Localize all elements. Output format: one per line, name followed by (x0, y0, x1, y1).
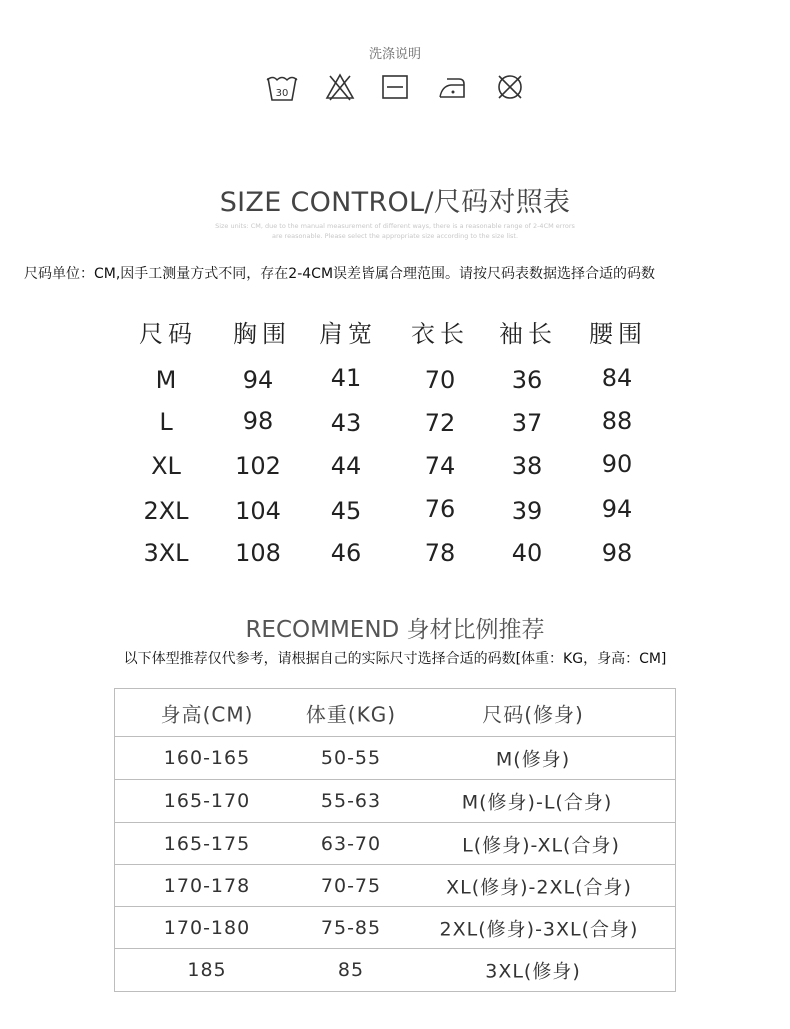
header-size: 尺码(修身) (482, 702, 584, 726)
header-height: 身高(CM) (160, 702, 254, 726)
weight-cell: 50-55 (320, 747, 382, 769)
height-cell: 170-180 (163, 916, 251, 939)
size-cell: 94 (242, 366, 274, 394)
recommend-table (114, 688, 676, 992)
size-cell: 102 (235, 452, 281, 480)
size-cell: 104 (235, 497, 281, 525)
size-fit-cell: XL(修身)-2XL(合身) (446, 876, 632, 898)
size-unit-note: 尺码单位：CM,因手工测量方式不同，存在2-4CM误差皆属合理范围。请按尺码表数据选择合适的码数 (24, 266, 656, 282)
height-cell: 165-170 (163, 790, 251, 812)
table-row (115, 823, 675, 865)
size-cell: 90 (601, 450, 633, 478)
size-cell: 36 (511, 366, 543, 394)
size-cell: 38 (511, 452, 543, 480)
size-cell: XL (151, 452, 181, 480)
size-cell: M (155, 366, 177, 394)
recommend-title: RECOMMEND 身材比例推荐 (245, 617, 545, 643)
size-cell: 88 (601, 407, 633, 435)
size-cell: 98 (601, 539, 633, 567)
wash-30-icon (265, 72, 299, 104)
no-bleach-icon (325, 72, 355, 102)
table-header-row (115, 689, 675, 737)
weight-cell: 75-85 (320, 916, 382, 939)
height-cell: 170-178 (163, 874, 251, 897)
size-header-chest: 胸围 (233, 320, 291, 348)
weight-cell: 70-75 (320, 874, 382, 897)
header-weight: 体重(KG) (305, 702, 397, 726)
size-subtitle-line-1: Size units: CM, due to the manual measurement of different ways, there is a reasonable range of 2-4CM errors (215, 222, 575, 230)
table-row (115, 949, 675, 991)
table-row (115, 780, 675, 823)
table-row (115, 907, 675, 949)
iron-low-icon (437, 72, 467, 102)
size-cell: 46 (330, 539, 362, 567)
dry-flat-icon (381, 72, 409, 102)
size-cell: 41 (330, 364, 362, 392)
height-cell: 185 (187, 959, 227, 981)
size-cell: 78 (424, 539, 456, 567)
size-header-waist: 腰围 (589, 320, 647, 348)
size-cell: 98 (242, 407, 274, 435)
size-cell: 108 (235, 539, 281, 567)
size-fit-cell: 3XL(修身) (485, 960, 581, 983)
size-cell: 3XL (143, 539, 189, 567)
size-fit-cell: 2XL(修身)-3XL(合身) (439, 918, 639, 940)
size-cell: 44 (330, 452, 362, 480)
size-header-shoulder: 肩宽 (319, 320, 377, 348)
size-cell: 43 (330, 409, 362, 437)
size-cell: L (159, 408, 173, 436)
height-cell: 165-175 (163, 832, 251, 855)
no-dry-clean-icon (495, 72, 525, 102)
size-fit-cell: M(修身) (495, 748, 571, 771)
size-control-subtitle (0, 221, 790, 241)
size-cell: 37 (511, 409, 543, 437)
size-control-title: SIZE CONTROL/尺码对照表 (219, 187, 571, 218)
size-cell: 45 (330, 497, 362, 525)
size-header-sleeve: 袖长 (499, 320, 557, 348)
size-cell: 39 (511, 497, 543, 525)
table-row (115, 737, 675, 780)
size-header-size: 尺码 (139, 320, 197, 348)
size-cell: 2XL (143, 497, 189, 525)
size-cell: 84 (601, 364, 633, 392)
wash-temp-label: 30 (275, 88, 289, 99)
size-cell: 76 (424, 495, 456, 523)
size-cell: 40 (511, 539, 543, 567)
care-title: 洗涤说明 (368, 47, 421, 62)
weight-cell: 63-70 (320, 832, 382, 855)
size-cell: 72 (424, 409, 456, 437)
size-cell: 70 (424, 366, 456, 394)
size-header-length: 衣长 (411, 320, 469, 348)
weight-cell: 85 (337, 959, 365, 981)
size-fit-cell: L(修身)-XL(合身) (462, 834, 620, 856)
size-subtitle-line-2: are reasonable. Please select the appropriate size according to the size list. (271, 232, 519, 240)
care-icons (265, 72, 525, 104)
size-cell: 94 (601, 495, 633, 523)
recommend-note: 以下体型推荐仅代参考，请根据自己的实际尺寸选择合适的码数[体重：KG，身高：CM] (123, 651, 667, 667)
size-fit-cell: M(修身)-L(合身) (461, 791, 613, 814)
weight-cell: 55-63 (320, 790, 382, 812)
size-cell: 74 (424, 452, 456, 480)
table-row (115, 865, 675, 907)
height-cell: 160-165 (163, 747, 251, 769)
